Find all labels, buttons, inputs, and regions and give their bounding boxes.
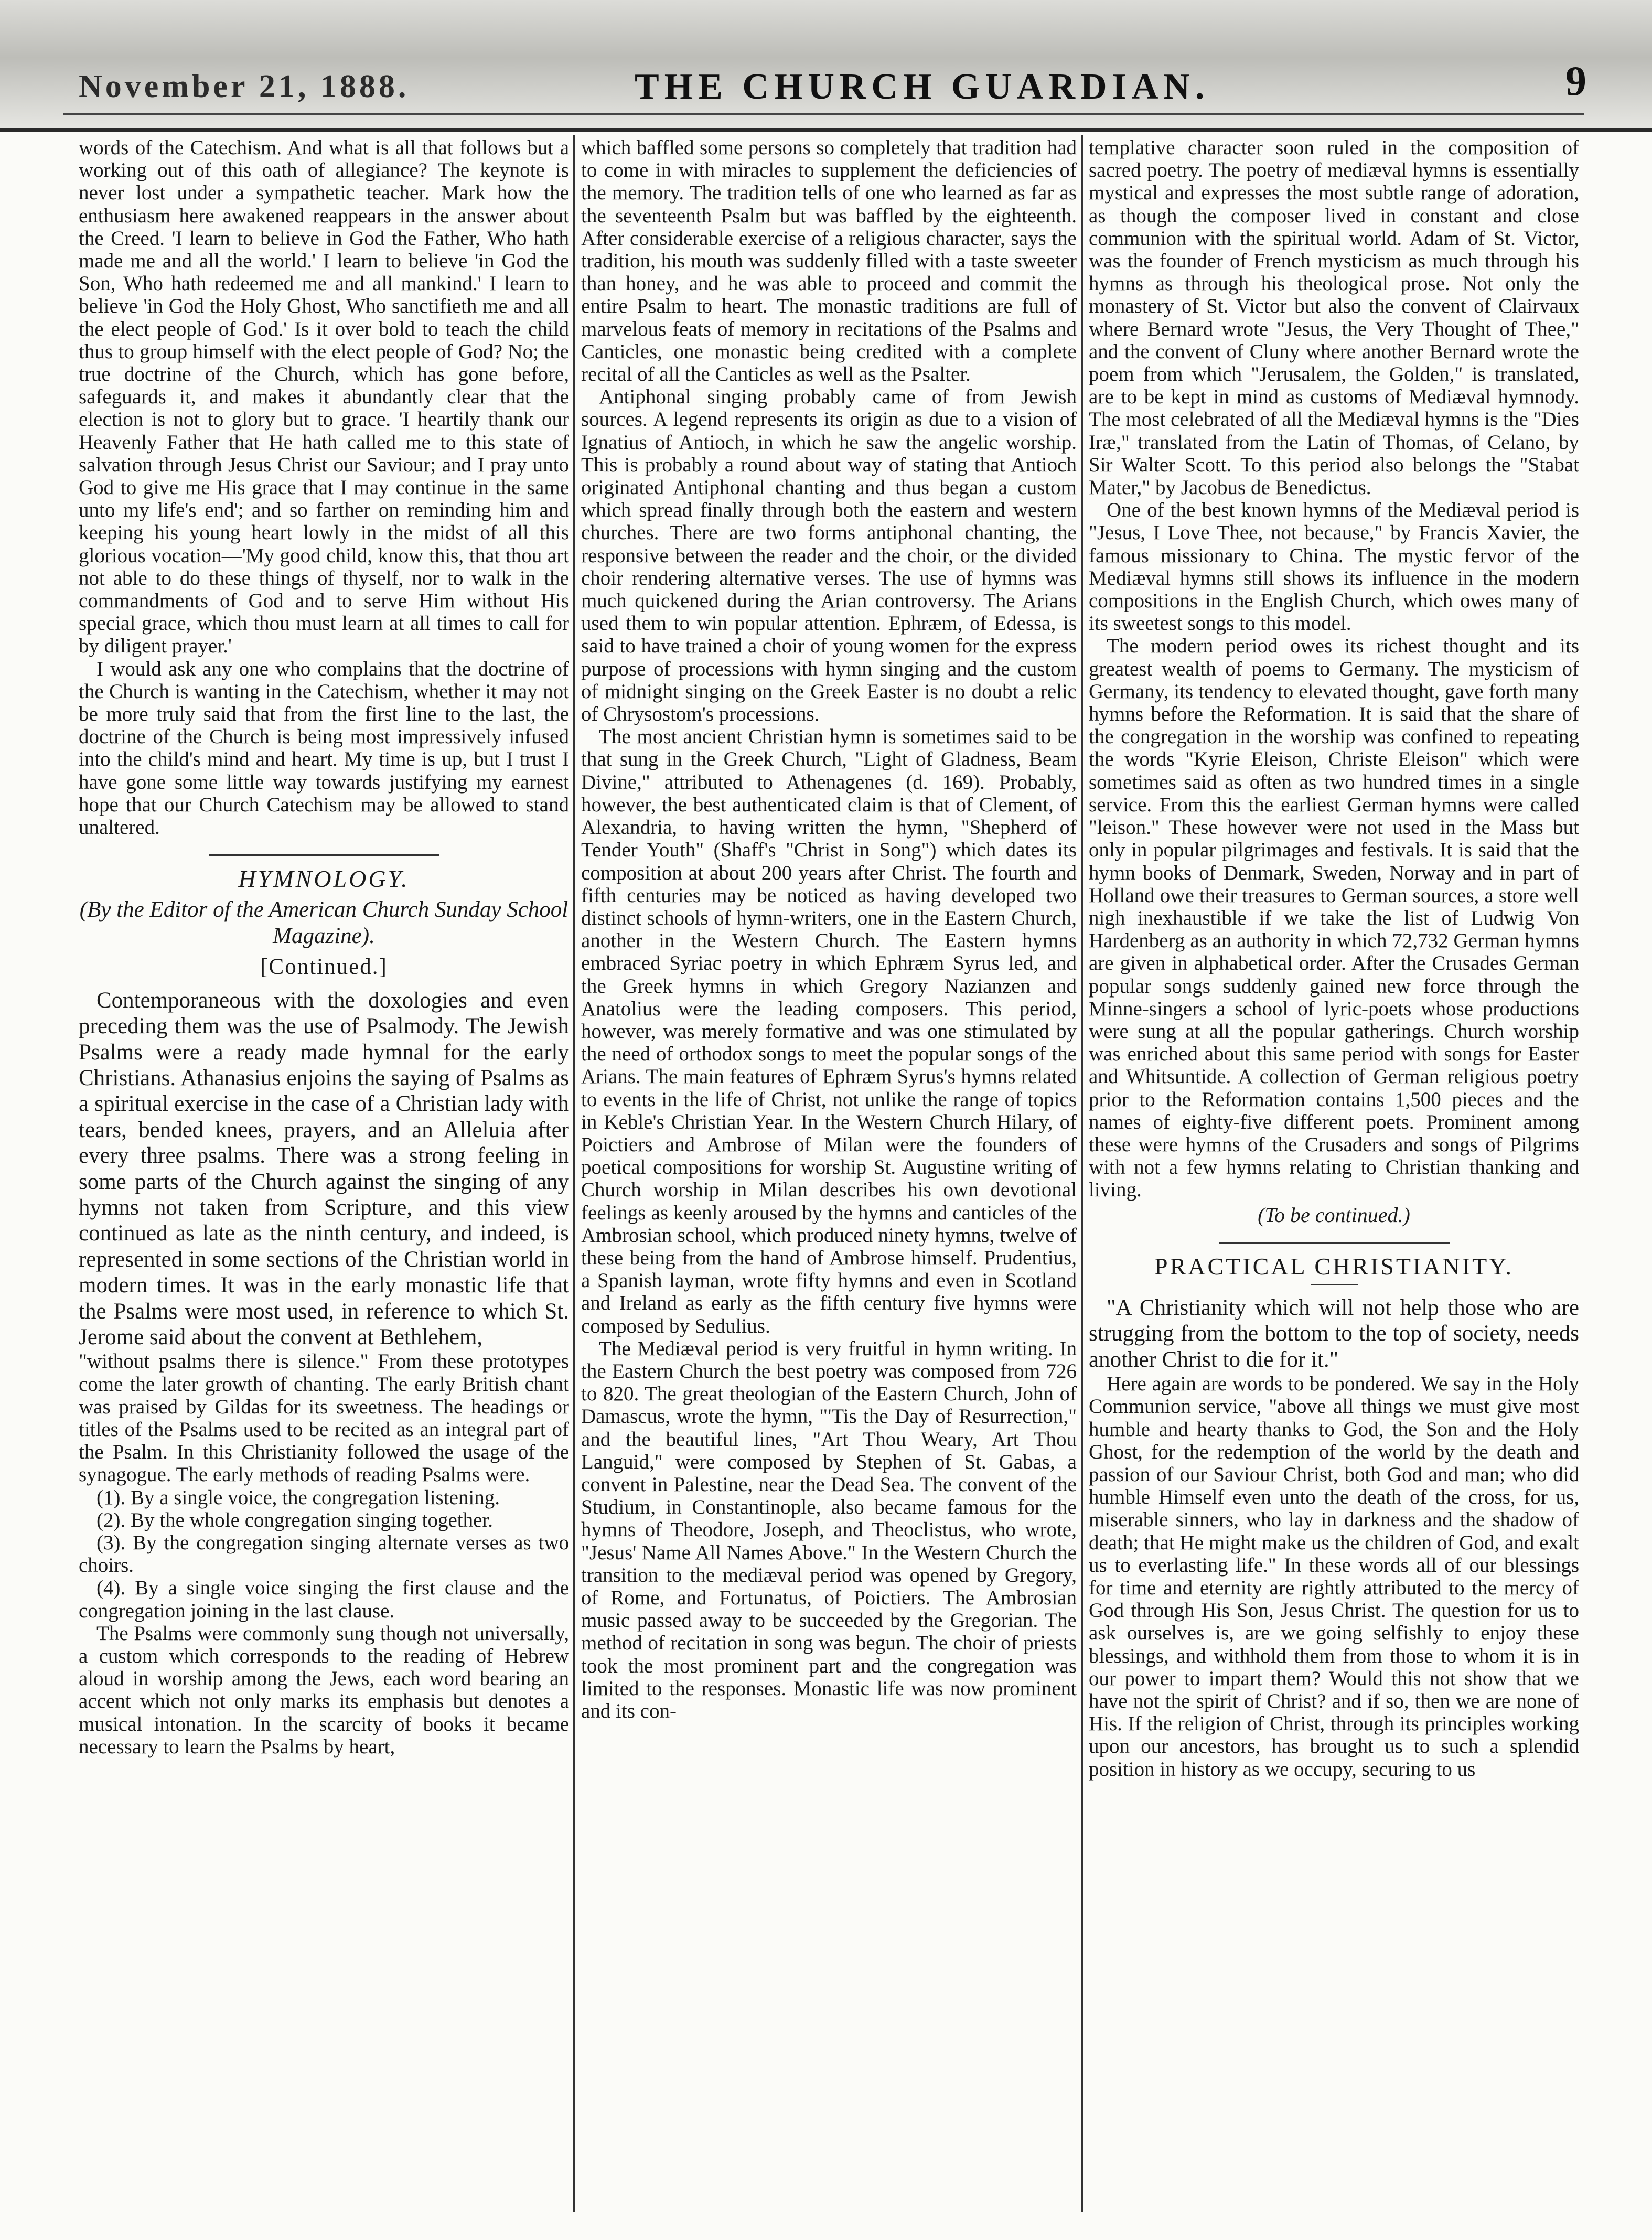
method-item: (4). By a single voice singing the first clause and the congregation joining in the last clause. (79, 1577, 569, 1622)
hymnology-byline: (By the Editor of the American Church Sunday School Magazine). (79, 897, 568, 948)
paragraph: Contemporaneous with the doxologies and even preceding them was the use of Psalmody. The Jewish Psalms were a ready made hymnal for the early Christians. Athanasius enjoins the saying of Psalms as a spiritual exercise in the case of a Christian lady with tears, bended knees, prayers, and an Alleluia after every three psalms. There was a strong feeling in some parts of the Church against the singing of any hymns not taken from Scripture, and this view continued as late as the ninth century, and indeed, is represented in some sections of the Christian world in modern times. It was in the early monastic life that the Psalms were most used, in reference to which St. Jerome said about the convent at Bethlehem, (79, 988, 569, 1349)
catechism-conclusion: I would ask any one who complains that the doctrine of the Church is wanting in the Catechism, whether it may not be more truly said that from the first line to the last, the doctrine of the Church is being most impressively infused into the child's mind and heart. My time is up, but I trust I have gone some little way towards justifying my earnest hope that our Church Catechism may be allowed to stand unaltered. (79, 657, 569, 839)
section-divider (1219, 1242, 1450, 1244)
masthead (0, 0, 1652, 132)
paragraph: Antiphonal singing probably came of from Jewish sources. A legend represents its origin as due to a vision of Ignatius of Antioch, in which he saw the angelic worship. This is probably a round about way of stating that Antioch originated Antiphonal chanting and thus began a custom which spread finally through both the eastern and western churches. There are two forms antiphonal chanting, the responsive between the reader and the choir, or the divided choir rendering alternative verses. The use of hymns was much quickened during the Arian controversy. The Arians used them to win popular attention. Ephræm, of Edessa, is said to have trained a choir of young women for the express purpose of processions with hymn singing and the custom of midnight singing on the Greek Easter is no doubt a relic of Chrysostom's processions. (581, 385, 1077, 726)
column-3 (1089, 136, 1579, 2213)
paragraph: which baffled some persons so completely that tradition had to come in with miracles to supplement the deficiencies of the memory. The tradition tells of one who learned as far as the seventeenth Psalm but was baffled by the eighteenth. After considerable exercise of a religious character, says the tradition, his mouth was suddenly filled with a taste sweeter than honey, and he was able to proceed and commit the entire Psalm to heart. The monastic traditions are full of marvelous feats of memory in recitations of the Psalms and Canticles, one monastic being credited with a complete recital of all the Canticles as well as the Psalter. (581, 136, 1077, 386)
method-item: (3). By the congregation singing alternate verses as two choirs. (79, 1531, 569, 1577)
paragraph: templative character soon ruled in the composition of sacred poetry. The poetry of mediæval hymns is essentially mystical and expresses the most subtle range of adoration, as though the composer lived in constant and close communion with the spiritual world. Adam of St. Victor, was the founder of French mysticism as much through his hymns as through his theological prose. Not only the monastery of St. Victor but also the convent of Clairvaux where Bernard wrote "Jesus, the Very Thought of Thee," and the convent of Cluny where another Bernard wrote the poem from which "Jerusalem, the Golden," is translated, are to be kept in mind as customs of Mediæval hymnody. The most celebrated of all the Mediæval hymns is the "Dies Iræ," translated from the Latin of Thomas, of Celano, by Sir Walter Scott. To this period also belongs the "Stabat Mater," by Jacobus de Benedictus. (1089, 136, 1579, 499)
hymnology-heading: HYMNOLOGY. (238, 865, 410, 893)
page-number: 9 (1565, 58, 1586, 104)
newspaper-title: THE CHURCH GUARDIAN. (635, 67, 1210, 107)
column-rule-1 (573, 135, 575, 2212)
paragraph: The Psalms were commonly sung though not universally, a custom which corresponds to the reading of Hebrew aloud in worship among the Jews, each word bearing an accent which not only marks its emphasis but denotes a musical intonation. In the scarcity of books it became necessary to learn the Psalms by heart, (79, 1622, 569, 1758)
column-rule-2 (1081, 135, 1083, 2212)
masthead-rule (63, 113, 1584, 115)
heading-underline (1311, 1284, 1358, 1285)
method-item: (2). By the whole congregation singing together. (96, 1508, 494, 1531)
column-2 (581, 136, 1077, 2213)
paragraph: "without psalms there is silence." From these prototypes come the later growth of chanting. The early British chant was praised by Gildas for its sweetness. The headings or titles of the Psalms used to be recited as an integral part of the Psalm. In this Christianity followed the usage of the synagogue. The early methods of reading Psalms were. (79, 1350, 569, 1486)
method-item: (1). By a single voice, the congregation listening. (96, 1486, 500, 1509)
issue-date: November 21, 1888. (79, 69, 410, 104)
column-1 (79, 136, 569, 2213)
practical-christianity-heading: PRACTICAL CHRISTIANITY. (1154, 1252, 1514, 1280)
to-be-continued: (To be continued.) (1258, 1203, 1410, 1227)
continued-label: [Continued.] (260, 954, 388, 979)
paragraph: The modern period owes its richest thought and its greatest wealth of poems to Germany. The mysticism of Germany, its tendency to elevated thought, gave forth many hymns before the Reformation. It is said that the share of the congregation in the worship was confined to repeating the words "Kyrie Eleison, Christe Eleison" which were sometimes said as often as two hundred times in a single service. From this the earliest German hymns were called "leison." These however were not used in the Mass but only in popular pilgrimages and festivals. It is said that the hymn books of Denmark, Sweden, Norway and in part of Holland owe their treasures to German sources, a store well nigh inexhaustible if we take the list of Ludwig Von Hardenberg as an authority in which 72,732 German hymns are given in alphabetical order. After the Crusades German popular songs suddenly gained new force through the Minne-singers a school of lyric-poets whose productions were sung at all the popular gatherings. Church worship was enriched about this same period with songs for Easter and Whitsuntide. A collection of German religious poetry prior to the Reformation contains 1,500 pieces and the names of eighty-five different poets. Prominent among these were hymns of the Crusaders and songs of Pilgrims with not a few hymns relating to Christian thanking and living. (1089, 635, 1579, 1202)
paragraph: Here again are words to be pondered. We say in the Holy Communion service, "above all things we must give most humble and hearty thanks to God, the Son and the Holy Ghost, for the redemption of the world by the death and passion of our Saviour Christ, both God and man; who did humble Himself even unto the death of the cross, for us, miserable sinners, who lay in darkness and the shadow of death; that He might make us the children of God, and exalt us to everlasting life." In these words all of our blessings for time and eternity are rightly attributed to the mercy of God through His Son, Jesus Christ. The question for us to ask ourselves is, are we going selfishly to enjoy these blessings, and withhold them from those to whom it is in our power to impart them? Would this not show that we have not the spirit of Christ? and if so, then we are none of His. If the religion of Christ, through its principles working upon our ancestors, has brought us to such a splendid position in history as we occupy, securing to us (1089, 1373, 1579, 1781)
section-divider (209, 854, 439, 856)
paragraph: One of the best known hymns of the Mediæval period is "Jesus, I Love Thee, not because," by Francis Xavier, the famous missionary to China. The mystic fervor of the Mediæval hymns still shows its influence in the modern compositions in the English Church, which owes many of its sweetest songs to this model. (1089, 499, 1579, 635)
catechism-continuation: words of the Catechism. And what is all that follows but a working out of this oath of allegiance? The keynote is never lost under a sympathetic teacher. Mark how the enthusiasm here awakened reappears in the answer about the Creed. 'I learn to believe in God the Father, Who hath made me and all the world.' I learn to believe 'in God the Son, Who hath redeemed me and all mankind.' I learn to believe 'in God the Holy Ghost, Who sanctifieth me and all the elect people of God.' Is it over bold to teach the child thus to group himself with the elect people of God? No; the true doctrine of the Church, which has gone before, safeguards it, and makes it abundantly clear that the election is not to glory but to grace. 'I heartily thank our Heavenly Father that He hath called me to this state of salvation through Jesus Christ our Saviour; and I pray unto God to give me His grace that I may continue in the same unto my life's end'; and so farther on reminding him and keeping his young heart lowly in the midst of all this glorious vocation—'My good child, know this, that thou art not able to do these things of thyself, nor to walk in the commandments of God and to serve Him without His special grace, which thou must learn at all times to call for by diligent prayer.' (79, 136, 569, 658)
epigraph-quote: "A Christianity which will not help those who are strugging from the bottom to the top of society, needs another Christ to die for it." (1089, 1295, 1579, 1372)
paragraph: The Mediæval period is very fruitful in hymn writing. In the Eastern Church the best poetry was composed from 726 to 820. The great theologian of the Eastern Church, John of Damascus, wrote the hymn, "'Tis the Day of Resurrection," and the beautiful lines, "Art Thou Weary, Art Thou Languid," were composed by Stephen of St. Gabas, a convent in Palestine, near the Dead Sea. The convent of the Studium, in Constantinople, also became famous for the hymns of Theodore, Joseph, and Theoclistus, who wrote, "Jesus' Name All Names Above." In the Western Church the transition to the mediæval period was opened by Gregory, of Rome, and Fortunatus, of Poictiers. The Ambrosian music passed away to be succeeded by the Gregorian. The method of recitation in song was begun. The choir of priests took the most prominent part and the congregation was limited to the responses. Monastic life was now prominent and its con- (581, 1337, 1077, 1723)
paragraph: The most ancient Christian hymn is sometimes said to be that sung in the Greek Church, "Light of Gladness, Beam Divine," attributed to Athenagenes (d. 169). Probably, however, the best authenticated claim is that of Clement, of Alexandria, to having written the hymn, "Shepherd of Tender Youth" (Shaff's "Christ in Song") which dates its composition at about 200 years after Christ. The fourth and fifth centuries may be noticed as having developed two distinct schools of hymn-writers, one in the Eastern Church, another in the Western Church. The Eastern hymns embraced Syriac poetry in which Ephræm Syrus led, and the Greek hymns in which Gregory Nazianzen and Anatolius were the leading composers. This period, however, was merely formative and was one stimulated by the need of orthodox songs to meet the popular songs of the Arians. The main features of Ephræm Syrus's hymns related to events in the life of Christ, not unlike the range of topics in Keble's Christian Year. In the Western Church Hilary, of Poictiers and Ambrose of Milan were the founders of poetical compositions for worship St. Augustine writing of Church worship in Milan describes his own devotional feelings as keenly aroused by the hymns and canticles of the Ambrosian school, which produced ninety hymns, twelve of these being from the hand of Ambrose himself. Prudentius, a Spanish layman, wrote fifty hymns and even in Scotland and Ireland as early as the fifth century five hymns were composed by Sedulius. (581, 725, 1077, 1337)
